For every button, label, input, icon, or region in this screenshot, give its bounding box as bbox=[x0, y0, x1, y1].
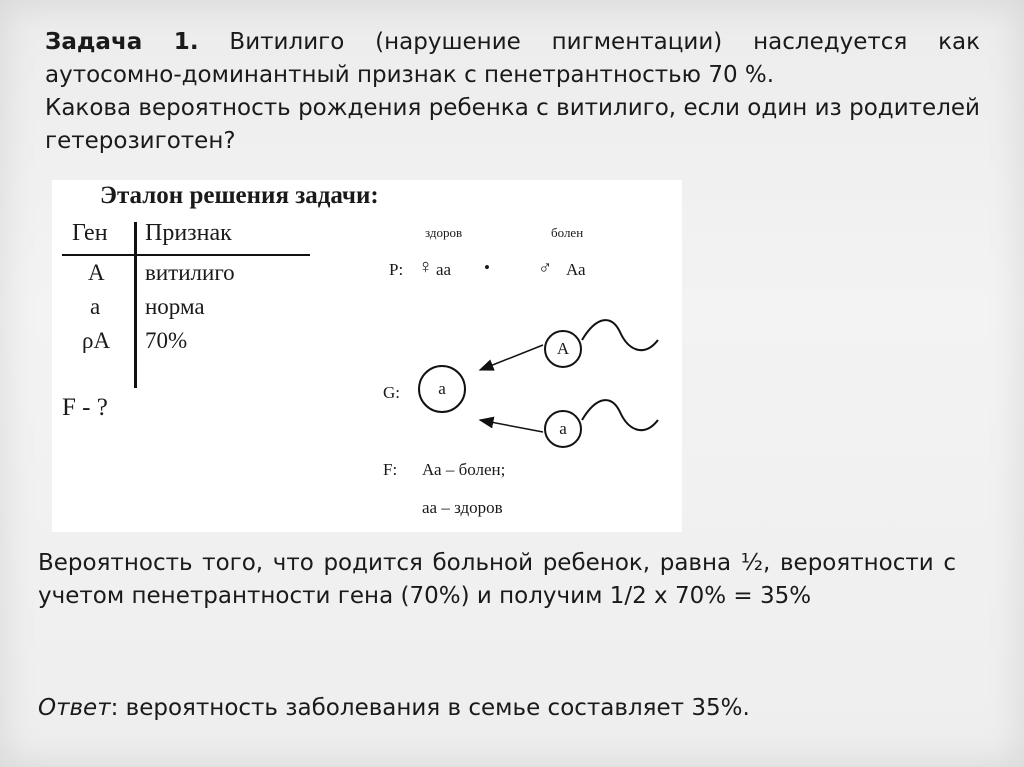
table-header-gene: Ген bbox=[72, 220, 108, 246]
offspring-line-1: Аа – болен; bbox=[422, 460, 506, 479]
table-cell-gene: A bbox=[88, 260, 105, 285]
answer-label: Ответ bbox=[38, 695, 111, 721]
label-healthy: здоров bbox=[425, 225, 463, 240]
answer-body: : вероятность заболевания в семье составляет 35%. bbox=[110, 695, 750, 721]
label-sick: болен bbox=[551, 225, 584, 240]
table-header-trait: Признак bbox=[145, 220, 232, 246]
male-symbol-icon: ♂ bbox=[538, 258, 553, 279]
parents-prefix: P: bbox=[389, 260, 404, 279]
offspring-line-2: аа – здоров bbox=[422, 498, 503, 517]
female-symbol-icon: ♀ bbox=[418, 256, 433, 278]
task-statement bbox=[45, 26, 980, 92]
task-label: Задача 1. bbox=[45, 29, 199, 55]
male-genotype: Аа bbox=[566, 260, 586, 279]
sperm-allele-1: A bbox=[556, 339, 570, 358]
cross-symbol: • bbox=[484, 258, 490, 277]
answer-text bbox=[38, 692, 956, 725]
task-text: Витилиго (нарушение пигментации) наследуется как аутосомно-доминантный признак с пенетрантностью 70 %. bbox=[45, 29, 981, 88]
offspring-prefix: F: bbox=[383, 460, 398, 479]
arrow-sperm-1 bbox=[480, 345, 543, 370]
solution-figure bbox=[52, 180, 682, 532]
solution-text: Вероятность того, что родится больной ребенок, равна ½, вероятности с учетом пенетрантности гена (70%) и получим 1/2 х 70% = 35% bbox=[38, 550, 956, 609]
egg-allele: a bbox=[438, 379, 446, 398]
task-question: Какова вероятность рождения ребенка с витилиго, если один из родителей гетерозиготен? bbox=[45, 95, 980, 154]
figure-title: Эталон решения задачи: bbox=[100, 182, 379, 209]
table-cell-gene: ρA bbox=[82, 328, 111, 353]
table-cell-trait: 70% bbox=[145, 328, 188, 353]
arrow-sperm-2 bbox=[480, 420, 543, 432]
table-cell-trait: норма bbox=[145, 294, 205, 319]
gametes-prefix: G: bbox=[383, 383, 400, 402]
sperm-tail-1 bbox=[582, 320, 658, 350]
offspring-question: F - ? bbox=[62, 394, 108, 421]
gamete-arrows bbox=[52, 180, 682, 532]
sperm-tail-2 bbox=[582, 400, 658, 430]
table-cell-gene: a bbox=[90, 294, 101, 319]
table-cell-trait: витилиго bbox=[145, 260, 235, 285]
sperm-allele-2: a bbox=[559, 419, 567, 438]
female-genotype: аа bbox=[436, 260, 452, 279]
